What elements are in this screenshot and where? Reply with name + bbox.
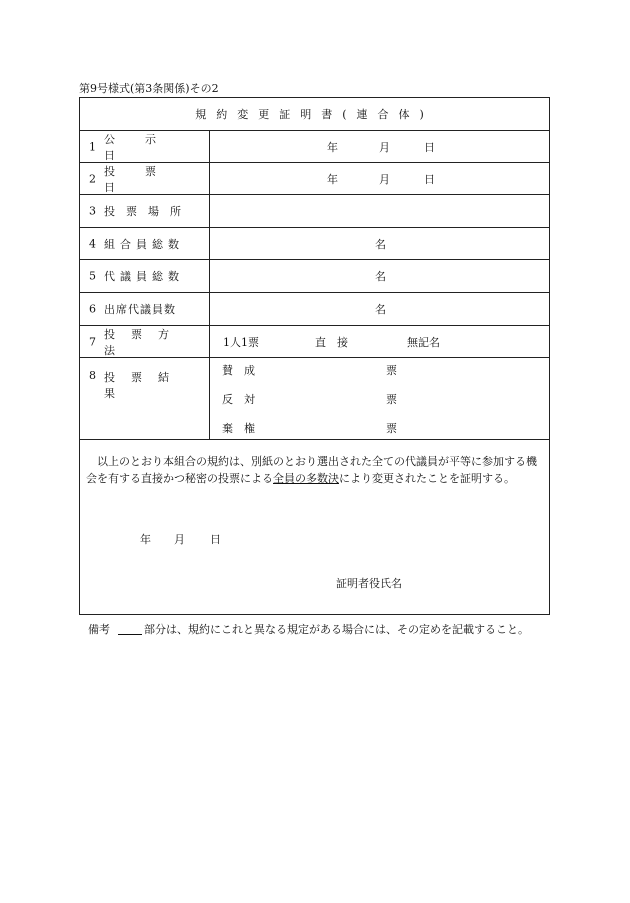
month-label: 月 — [379, 140, 390, 154]
month-label: 月 — [379, 172, 390, 186]
certify-text-after: により変更されたことを証明する。 — [339, 472, 515, 485]
row-number: 8 — [89, 369, 96, 382]
row-label-text: 投票結果 — [104, 371, 185, 400]
row-label-text: 代議員総数 — [104, 270, 184, 283]
result-oppose-unit: 票 — [386, 393, 397, 406]
date-field[interactable] — [210, 163, 549, 194]
row-vote-result — [80, 358, 549, 440]
certifier-name-label: 証明者役氏名 — [336, 577, 402, 590]
row-number: 6 — [89, 302, 96, 316]
result-oppose-label: 反 対 — [222, 393, 255, 406]
underline-marker — [118, 634, 142, 635]
year-label: 年 — [327, 140, 338, 154]
certificate-form — [79, 97, 550, 615]
vote-method-field — [210, 326, 549, 357]
certify-year-label: 年 — [140, 533, 151, 546]
form-number-label: 第9号様式(第3条関係)その2 — [79, 82, 219, 95]
row-number: 4 — [89, 237, 96, 250]
certify-month-label: 月 — [174, 533, 185, 546]
row-announcement-date — [80, 131, 549, 163]
row-label — [104, 163, 197, 195]
result-approve-unit: 票 — [386, 364, 397, 377]
vote-result-field — [210, 358, 549, 439]
row-attending-delegates — [80, 293, 549, 326]
row-member-total — [80, 228, 549, 260]
date-field[interactable] — [210, 131, 549, 162]
footnote — [88, 621, 529, 637]
certify-day-label: 日 — [210, 533, 221, 546]
member-total-field[interactable] — [210, 228, 549, 259]
option-one-person-one-vote[interactable]: 1人1票 — [223, 335, 259, 349]
row-label-text: 投票日 — [104, 164, 186, 194]
result-approve-label: 賛 成 — [222, 364, 255, 377]
footnote-prefix: 備考 — [88, 623, 110, 636]
row-label-text: 公示日 — [104, 132, 186, 162]
result-abstain-unit: 票 — [386, 422, 397, 435]
title-row — [80, 98, 549, 131]
unit-label: 名 — [375, 237, 386, 251]
row-delegate-total — [80, 260, 549, 293]
row-number: 1 — [89, 140, 96, 153]
year-label: 年 — [327, 172, 338, 186]
document-title: 規約変更証明書(連合体) — [195, 108, 434, 121]
certify-underlined-text: 全員の多数決 — [273, 472, 339, 485]
day-label: 日 — [424, 140, 435, 154]
result-abstain-label: 棄 権 — [222, 422, 255, 435]
delegate-total-field[interactable] — [210, 260, 549, 292]
attending-delegates-field[interactable] — [210, 293, 549, 325]
unit-label: 名 — [375, 303, 386, 316]
row-label — [104, 301, 197, 317]
row-number: 7 — [89, 335, 96, 348]
row-label-text: 投票方法 — [104, 327, 185, 357]
row-label — [104, 326, 197, 358]
row-label — [104, 236, 197, 252]
day-label: 日 — [424, 172, 435, 186]
row-number: 2 — [89, 172, 96, 185]
certification-statement — [86, 453, 541, 487]
row-vote-date — [80, 163, 549, 195]
option-direct[interactable]: 直 接 — [315, 335, 348, 349]
row-label — [104, 268, 197, 284]
option-secret-ballot[interactable]: 無記名 — [407, 335, 440, 349]
row-number: 5 — [89, 269, 96, 283]
row-label-text: 出席代議員数 — [104, 303, 176, 316]
unit-label: 名 — [375, 270, 386, 283]
vote-place-field[interactable] — [210, 195, 549, 227]
row-label-text: 投票場所 — [104, 205, 192, 218]
footnote-text: 部分は、規約にこれと異なる規定がある場合には、その定めを記載すること。 — [144, 623, 529, 636]
row-label — [104, 203, 197, 219]
row-number: 3 — [89, 204, 96, 218]
row-label — [104, 369, 197, 401]
row-label-text: 組合員総数 — [104, 237, 184, 251]
certify-text-before: 以上のとおり本組合の規約は、別紙のとおり選出された全ての代議員が平等に参加する機会を有する直接かつ秘密の投票による — [86, 455, 537, 485]
row-label — [104, 131, 197, 163]
row-vote-place — [80, 195, 549, 228]
row-vote-method — [80, 326, 549, 358]
